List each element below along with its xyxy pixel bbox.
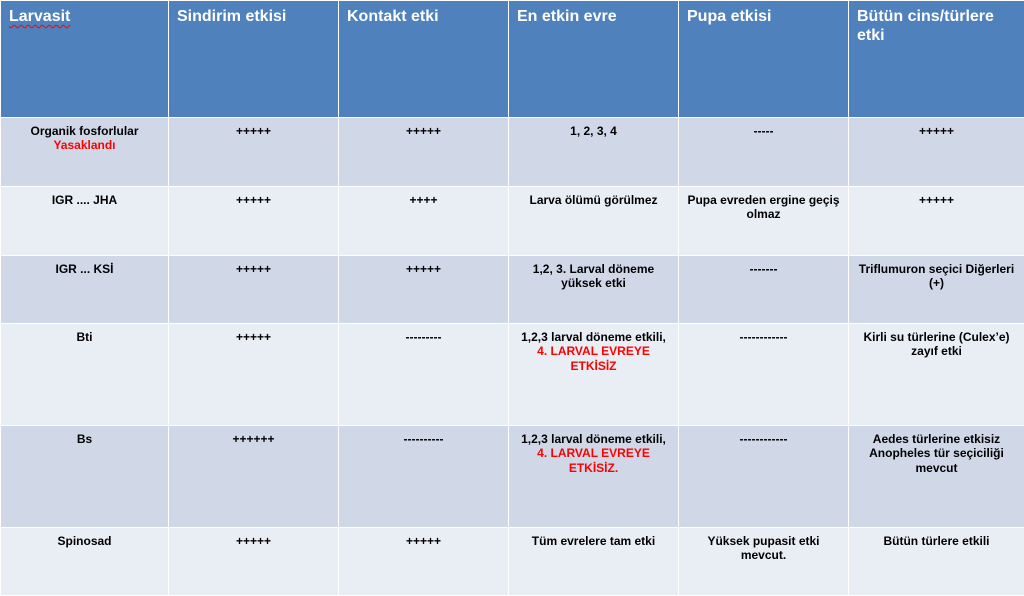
table-row xyxy=(1,256,1024,324)
cell-evre: 1,2, 3. Larval döneme yüksek etki xyxy=(509,256,679,324)
cell-kontakt: --------- xyxy=(339,324,509,426)
cell-evre: Tüm evrelere tam etki xyxy=(509,528,679,596)
table-row xyxy=(1,426,1024,528)
cell-kontakt: ---------- xyxy=(339,426,509,528)
cell-kontakt: +++++ xyxy=(339,256,509,324)
header-evre: En etkin evre xyxy=(509,1,679,118)
cell-kontakt: +++++ xyxy=(339,118,509,187)
cell-evre: 1, 2, 3, 4 xyxy=(509,118,679,187)
cell-pupa: Pupa evreden ergine geçiş olmaz xyxy=(679,187,849,256)
header-kontakt: Kontakt etki xyxy=(339,1,509,118)
cell-sindirim: +++++ xyxy=(169,256,339,324)
cell-pupa: ------------ xyxy=(679,324,849,426)
header-tur: Bütün cins/türlere etki xyxy=(849,1,1024,118)
cell-larvasit: Spinosad xyxy=(1,528,169,596)
cell-tur: +++++ xyxy=(849,187,1024,256)
cell-evre: 1,2,3 larval döneme etkili, 4. LARVAL EVREYE ETKİSİZ. xyxy=(509,426,679,528)
cell-pupa: ----- xyxy=(679,118,849,187)
cell-pupa: ------- xyxy=(679,256,849,324)
cell-larvasit: Organik fosforlular Yasaklandı xyxy=(1,118,169,187)
table-row xyxy=(1,118,1024,187)
cell-larvasit: Bti xyxy=(1,324,169,426)
table-row xyxy=(1,324,1024,426)
banned-note: Yasaklandı xyxy=(7,138,162,152)
table-row xyxy=(1,528,1024,596)
header-pupa: Pupa etkisi xyxy=(679,1,849,118)
cell-kontakt: ++++ xyxy=(339,187,509,256)
cell-evre: 1,2,3 larval döneme etkili, 4. LARVAL EVREYE ETKİSİZ xyxy=(509,324,679,426)
header-row xyxy=(1,1,1024,118)
cell-sindirim: +++++ xyxy=(169,324,339,426)
header-larvasit: Larvasit xyxy=(1,1,169,118)
cell-larvasit: Bs xyxy=(1,426,169,528)
header-sindirim: Sindirim etkisi xyxy=(169,1,339,118)
warning-note: 4. LARVAL EVREYE ETKİSİZ xyxy=(515,344,672,373)
cell-tur: Bütün türlere etkili xyxy=(849,528,1024,596)
cell-sindirim: +++++ xyxy=(169,118,339,187)
cell-sindirim: +++++ xyxy=(169,528,339,596)
cell-kontakt: +++++ xyxy=(339,528,509,596)
cell-tur: Triflumuron seçici Diğerleri (+) xyxy=(849,256,1024,324)
cell-tur: +++++ xyxy=(849,118,1024,187)
cell-sindirim: ++++++ xyxy=(169,426,339,528)
table-row xyxy=(1,187,1024,256)
cell-pupa: ------------ xyxy=(679,426,849,528)
cell-tur: Aedes türlerine etkisiz Anopheles tür seçiciliği mevcut xyxy=(849,426,1024,528)
cell-pupa: Yüksek pupasit etki mevcut. xyxy=(679,528,849,596)
cell-sindirim: +++++ xyxy=(169,187,339,256)
cell-evre: Larva ölümü görülmez xyxy=(509,187,679,256)
cell-tur: Kirli su türlerine (Culex’e) zayıf etki xyxy=(849,324,1024,426)
cell-larvasit: IGR .... JHA xyxy=(1,187,169,256)
cell-larvasit: IGR ... KSİ xyxy=(1,256,169,324)
warning-note: 4. LARVAL EVREYE ETKİSİZ. xyxy=(515,446,672,475)
